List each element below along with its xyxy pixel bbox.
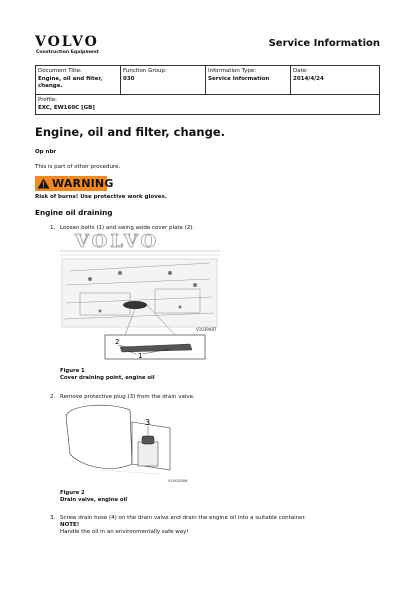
profile-value: EXC, EW160C [GB] [38,104,95,111]
step-text: Loosen bolts (1) and swing aside cover plate (2). [60,225,195,231]
document-title: Engine, oil and filter, change. [35,125,226,139]
step-number: 3. [50,515,56,521]
brand-subtitle: Construction Equipment [36,50,99,55]
note-text: Handle the oil in an environmentally safe way! [60,529,189,536]
info-type-label: Information Type: [208,68,257,74]
figure-1-label: Figure 1 [60,368,85,374]
warning-label: WARNING [52,177,114,190]
date-value: 2014/4/24 [293,75,324,82]
document-meta-table [35,65,380,115]
step-number: 2. [50,394,56,400]
warning-banner [35,176,114,191]
doc-title-value: Engine, oil and filter, change. [38,75,103,89]
page-header-title: Service Information [268,38,380,49]
figure-2-label: Figure 2 [60,490,85,496]
figure-2-callout-3: 3 [145,418,151,427]
step-text: Screw drain hose (4) on the drain valve and drain the engine oil into a suitable container. [60,515,307,521]
warning-note: Risk of burns! Use protective work gloves. [35,194,167,200]
function-group-value: 030 [123,75,135,82]
section-title: Engine oil draining [35,208,113,217]
profile-cell [36,95,380,115]
op-nbr: Op nbr [35,149,57,155]
figure-2-code: V1002006 [168,478,188,483]
figure-1-callout-1: 1 [138,352,143,360]
date-cell [291,66,380,95]
figure-1-callout-2: 2 [115,338,120,346]
doc-title-label: Document Title: [38,68,82,74]
step-2 [50,394,195,401]
intro-text: This is part of other procedure. [35,164,121,170]
figure-1-title: Cover draining point, engine oil [60,375,155,381]
figure-2-caption [60,490,127,504]
info-type-cell [206,66,291,95]
step-number: 1. [50,225,56,231]
figure-1-brand-mark: VOLVO [75,231,160,252]
warning-triangle-icon [37,178,50,189]
volvo-logo: VOLVO [35,34,99,50]
figure-1-illustration [60,233,220,361]
function-group-label: Function Group: [123,68,167,74]
figure-2-illustration [60,404,188,486]
date-label: Date: [293,68,308,74]
figure-2-title: Drain valve, engine oil [60,497,128,503]
info-type-value: Service Information [208,75,270,82]
figure-1-caption [60,368,155,382]
note-label: NOTE! [60,522,80,529]
doc-title-cell [36,66,121,95]
profile-label: Profile: [38,97,57,103]
step-3 [50,515,380,537]
function-group-cell [121,66,206,95]
step-text: Remove protective plug (3) from the drain valve. [60,394,195,400]
figure-1-code: V1039487 [196,327,217,332]
